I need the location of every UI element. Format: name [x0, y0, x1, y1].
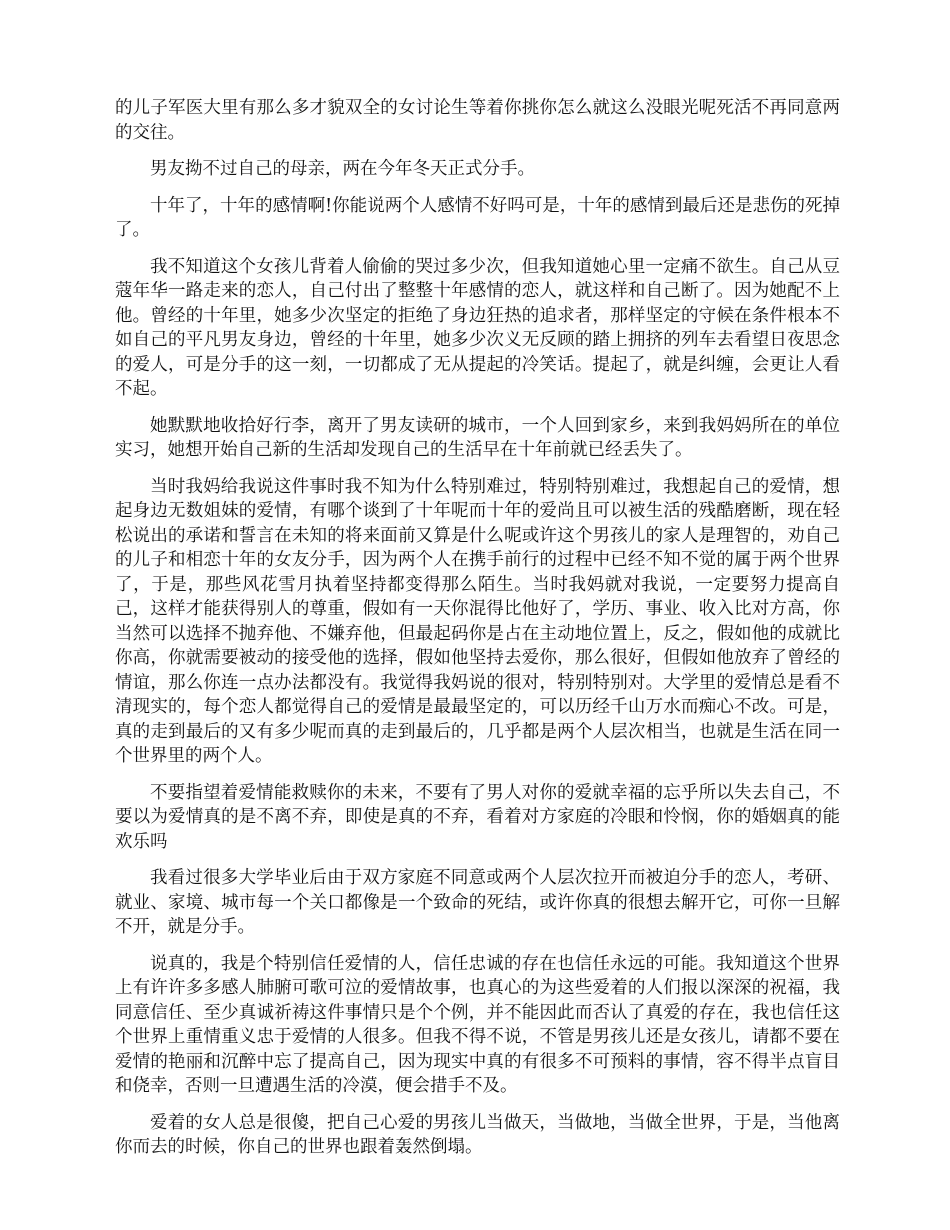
- paragraph-3: 十年了，十年的感情啊!你能说两个人感情不好吗可是，十年的感情到最后还是悲伤的死掉了。: [115, 195, 840, 240]
- paragraph-10: 爱着的女人总是很傻，把自己心爱的男孩儿当做天，当做地，当做全世界，于是，当他离你而去的时候，你自己的世界也跟着轰然倒塌。: [115, 1112, 840, 1157]
- paragraph-7: 不要指望着爱情能救赎你的未来，不要有了男人对你的爱就幸福的忘乎所以失去自己，不要以为爱情真的是不离不弃，即使是真的不弃，看着对方家庭的冷眼和怜悯，你的婚姻真的能欢乐吗: [115, 782, 840, 852]
- paragraph-5: 她默默地收拾好行李，离开了男友读研的城市，一个人回到家乡，来到我妈妈所在的单位实习，她想开始自己新的生活却发现自己的生活早在十年前就已经丢失了。: [115, 415, 840, 460]
- paragraph-2: 男友拗不过自己的母亲，两在今年冬天正式分手。: [150, 159, 535, 179]
- paragraph-9: 说真的，我是个特别信任爱情的人，信任忠诚的存在也信任永远的可能。我知道这个世界上有许许多多感人肺腑可歌可泣的爱情故事，也真心的为这些爱着的人们报以深深的祝福，我同意信任、至少真诚祈祷这件事情只是个个例，并不能因此而否认了真爱的存在，我也信任这个世界上重情重义忠于爱情的人很多。但我不得不说，不管是男孩儿还是女孩儿，请都不要在爱情的艳丽和沉醉中忘了提高自己，因为现实中真的有很多不可预料的事情，容不得半点盲目和侥幸，否则一旦遭遇生活的冷漠，便会措手不及。: [115, 953, 840, 1096]
- paragraph-1: 的儿子军医大里有那么多才貌双全的女讨论生等着你挑你怎么就这么没眼光呢死活不再同意两的交往。: [115, 98, 840, 143]
- paragraph-8: 我看过很多大学毕业后由于双方家庭不同意或两个人层次拉开而被迫分手的恋人，考研、就业、家境、城市每一个关口都像是一个致命的死结，或许你真的很想去解开它，可你一旦解不开，就是分手。: [115, 868, 840, 937]
- document-page: [115, 96, 840, 1172]
- paragraph-6: 当时我妈给我说这件事时我不知为什么特别难过，特别特别难过，我想起自己的爱情，想起身边无数姐妹的爱情，有哪个谈到了十年呢而十年的爱尚且可以被生活的残酷磨断，现在轻松说出的承诺和誓言在未知的将来面前又算是什么呢或许这个男孩儿的家人是理智的，劝自己的儿子和相恋十年的女友分手，因为两个人在携手前行的过程中已经不知不觉的属于两个世界了，于是，那些风花雪月执着坚持都变得那么陌生。当时我妈就对我说，一定要努力提高自己，这样才能获得别人的尊重，假如有一天你混得比他好了，学历、事业、收入比对方高，你当然可以选择不抛弃他、不嫌弃他，但最起码你是占在主动地位置上，反之，假如他的成就比你高，你就需要被动的接受他的选择，假如他坚持去爱你，那么很好，但假如他放弃了曾经的情谊，那么你连一点办法都没有。我觉得我妈说的很对，特别特别对。大学里的爱情总是看不清现实的，每个恋人都觉得自己的爱情是最最坚定的，可以历经千山万水而痴心不改。可是，真的走到最后的又有多少呢而真的走到最后的，几乎都是两个人层次相当，也就是生活在同一个世界里的两个人。: [115, 476, 840, 766]
- paragraph-4: 我不知道这个女孩儿背着人偷偷的哭过多少次，但我知道她心里一定痛不欲生。自己从豆蔻年华一路走来的恋人，自己付出了整整十年感情的恋人，就这样和自己断了。因为她配不上他。曾经的十年里，她多少次坚定的拒绝了身边狂热的追求者，那样坚定的守候在条件根本不如自己的平凡男友身边，曾经的十年里，她多少次义无反顾的踏上拥挤的列车去看望日夜思念的爱人，可是分手的这一刻，一切都成了无从提起的冷笑话。提起了，就是纠缠，会更让人看不起。: [115, 256, 840, 399]
